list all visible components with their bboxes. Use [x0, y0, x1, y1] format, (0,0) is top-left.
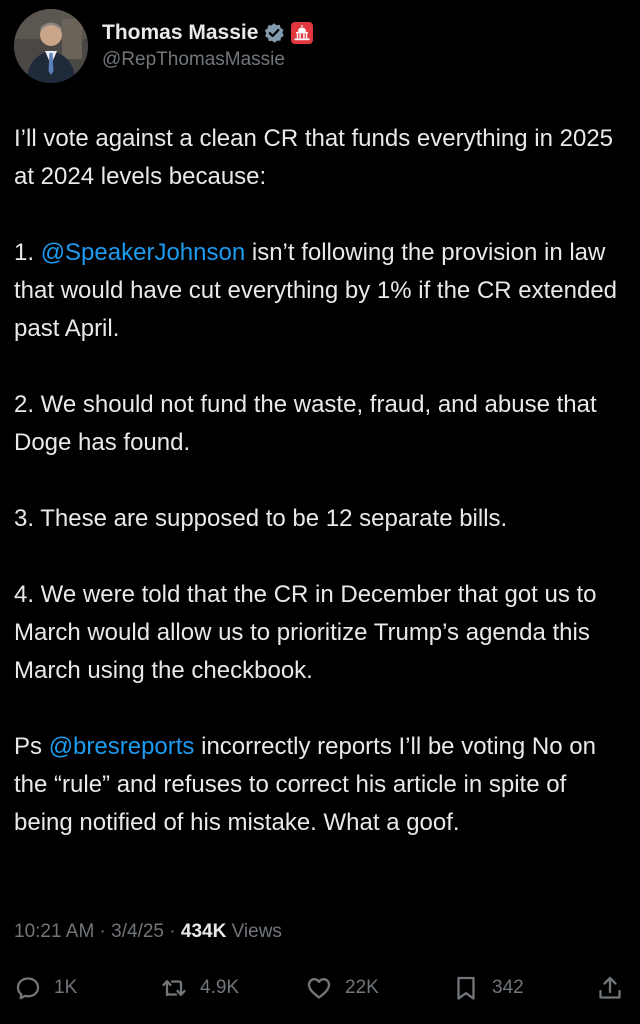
reply-button[interactable] — [14, 966, 77, 1010]
timestamp-date[interactable]: 3/4/25 — [111, 921, 164, 942]
reply-count: 1K — [54, 977, 78, 998]
name-row — [102, 20, 314, 46]
bookmark-button[interactable] — [452, 966, 524, 1010]
mention-link-speakerjohnson[interactable]: @SpeakerJohnson — [40, 239, 246, 266]
separator: · — [94, 921, 112, 942]
ps-prefix: Ps — [14, 733, 49, 760]
paragraph-text: isn’t following the provision in law that would have cut everything by 1% if the CR extended past April. — [14, 239, 618, 342]
capitol-badge-icon[interactable] — [290, 21, 314, 45]
tweet-paragraph-3: 2. We should not fund the waste, fraud, and abuse that Doge has found. — [14, 391, 597, 456]
tweet-meta — [14, 916, 282, 948]
bookmark-count: 342 — [492, 977, 524, 998]
tweet-paragraph-4: 3. These are supposed to be 12 separate bills. — [14, 505, 508, 532]
tweet-paragraph-2 — [14, 234, 629, 348]
repost-button[interactable] — [160, 966, 239, 1010]
tweet-paragraph-5: 4. We were told that the CR in December that got us to March would allow us to prioritize Trump’s agenda this March using the checkbook. — [14, 581, 597, 684]
repost-count: 4.9K — [200, 977, 240, 998]
tweet-paragraph-1: I’ll vote against a clean CR that funds everything in 2025 at 2024 levels because: — [14, 125, 614, 190]
avatar[interactable] — [14, 9, 88, 83]
tweet-header — [14, 8, 314, 84]
bookmark-icon — [452, 974, 480, 1002]
action-bar — [0, 966, 640, 1010]
verified-badge-icon[interactable] — [263, 22, 285, 44]
share-button[interactable] — [596, 966, 624, 1010]
tweet-paragraph-6 — [14, 728, 629, 842]
paragraph-text: incorrectly reports I’ll be voting No on the “rule” and refuses to correct his article in spite of being notified of his mistake. What a goof. — [14, 733, 596, 836]
timestamp-time[interactable]: 10:21 AM — [14, 921, 95, 942]
views-count[interactable]: 434K — [180, 921, 227, 942]
author-handle[interactable]: @RepThomasMassie — [102, 48, 285, 70]
tweet-body — [14, 120, 629, 880]
reply-icon — [14, 974, 42, 1002]
like-count: 22K — [345, 977, 379, 998]
display-name[interactable]: Thomas Massie — [102, 20, 259, 44]
list-number: 1. — [14, 239, 41, 266]
mention-link-bresreports[interactable]: @bresreports — [48, 733, 195, 760]
heart-icon — [305, 974, 333, 1002]
avatar-image — [14, 9, 88, 83]
author-names — [102, 20, 314, 73]
like-button[interactable] — [305, 966, 379, 1010]
share-icon — [596, 974, 624, 1002]
separator: · — [164, 921, 181, 942]
repost-icon — [160, 974, 188, 1002]
views-label: Views — [226, 921, 282, 942]
